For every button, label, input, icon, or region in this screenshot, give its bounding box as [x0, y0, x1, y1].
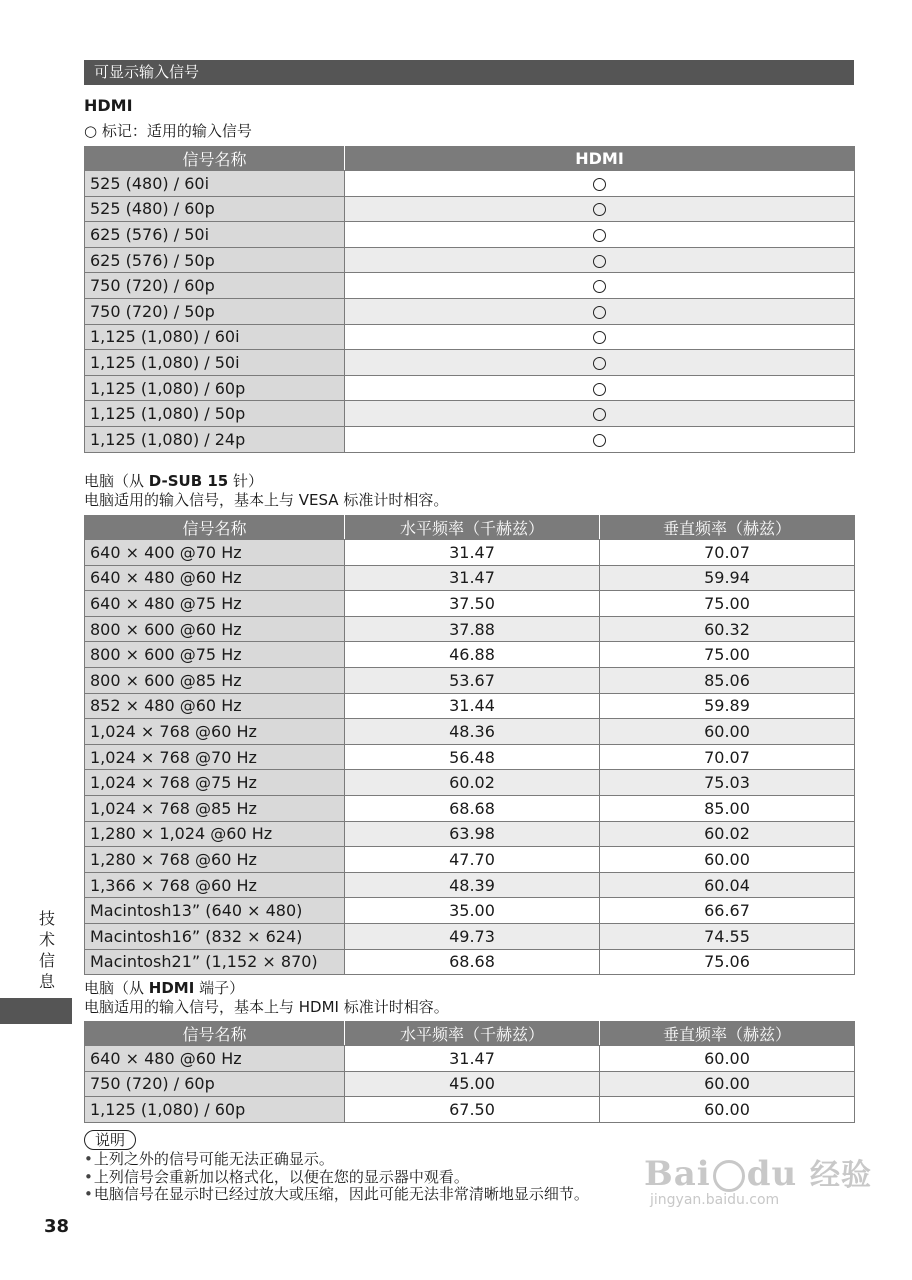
table-row — [85, 350, 855, 376]
table-row — [85, 1097, 855, 1123]
page-number: 38 — [44, 1216, 70, 1237]
table-row — [85, 744, 855, 770]
note-text: 上列信号会重新加以格式化，以便在您的显示器中观看。 — [93, 1167, 469, 1186]
vertical-freq-cell: 60.00 — [600, 1046, 855, 1072]
table-row — [85, 171, 855, 197]
signal-name-cell: 1,125 (1,080) / 60i — [85, 324, 345, 350]
col-header-horizontal-freq: 水平频率（千赫兹） — [345, 1022, 600, 1046]
hdmi-support-cell — [345, 298, 855, 324]
pc-hdmi-heading-suffix: 端子） — [194, 979, 245, 997]
vertical-freq-cell: 60.32 — [600, 616, 855, 642]
hdmi-support-cell — [345, 273, 855, 299]
pc-dsub-signal-table — [84, 515, 855, 975]
signal-name-cell: 1,125 (1,080) / 50i — [85, 350, 345, 376]
note-item: •上列之外的信号可能无法正确显示。 — [84, 1150, 334, 1168]
pc-hdmi-heading-bold: HDMI — [148, 979, 195, 997]
circle-mark-icon — [593, 178, 606, 191]
hdmi-support-cell — [345, 171, 855, 197]
table-row — [85, 273, 855, 299]
table-row — [85, 949, 855, 975]
vertical-freq-cell: 70.07 — [600, 540, 855, 566]
vertical-freq-cell: 75.00 — [600, 642, 855, 668]
horizontal-freq-cell: 35.00 — [345, 898, 600, 924]
watermark-brand-left: Bai — [644, 1154, 711, 1194]
pc-hdmi-heading — [84, 979, 244, 997]
note-item: •电脑信号在显示时已经过放大或压缩，因此可能无法非常清晰地显示细节。 — [84, 1185, 589, 1203]
horizontal-freq-cell: 31.44 — [345, 693, 600, 719]
table-row — [85, 616, 855, 642]
hdmi-support-cell — [345, 426, 855, 452]
signal-name-cell: 525 (480) / 60i — [85, 171, 345, 197]
note-item: •上列信号会重新加以格式化，以便在您的显示器中观看。 — [84, 1167, 469, 1186]
notes-list — [84, 1151, 589, 1204]
vertical-freq-cell: 74.55 — [600, 923, 855, 949]
table-row — [85, 872, 855, 898]
signal-name-cell: 1,024 × 768 @70 Hz — [85, 744, 345, 770]
signal-name-cell: 625 (576) / 50i — [85, 222, 345, 248]
col-header-signal-name: 信号名称 — [85, 1022, 345, 1046]
signal-name-cell: 1,125 (1,080) / 60p — [85, 375, 345, 401]
horizontal-freq-cell: 31.47 — [345, 540, 600, 566]
table-row — [85, 375, 855, 401]
col-header-horizontal-freq: 水平频率（千赫兹） — [345, 516, 600, 540]
col-header-signal-name: 信号名称 — [85, 516, 345, 540]
vertical-freq-cell: 60.00 — [600, 719, 855, 745]
circle-mark-icon — [593, 255, 606, 268]
side-tab-char: 信 — [38, 951, 55, 970]
vertical-freq-cell: 60.04 — [600, 872, 855, 898]
horizontal-freq-cell: 68.68 — [345, 795, 600, 821]
hdmi-signal-table — [84, 146, 855, 453]
vertical-freq-cell: 60.02 — [600, 821, 855, 847]
table-row — [85, 642, 855, 668]
vertical-freq-cell: 60.00 — [600, 1097, 855, 1123]
signal-name-cell: 640 × 400 @70 Hz — [85, 540, 345, 566]
hdmi-legend: ○ 标记：适用的输入信号 — [84, 122, 252, 140]
circle-mark-icon — [593, 229, 606, 242]
hdmi-support-cell — [345, 350, 855, 376]
horizontal-freq-cell: 63.98 — [345, 821, 600, 847]
table-row — [85, 847, 855, 873]
watermark-brand-right: du — [746, 1154, 798, 1194]
vertical-freq-cell: 85.00 — [600, 795, 855, 821]
signal-name-cell: 640 × 480 @75 Hz — [85, 591, 345, 617]
vertical-freq-cell: 59.89 — [600, 693, 855, 719]
vertical-freq-cell: 75.03 — [600, 770, 855, 796]
circle-mark-icon — [593, 306, 606, 319]
signal-name-cell: Macintosh16” (832 × 624) — [85, 923, 345, 949]
table-row — [85, 719, 855, 745]
vertical-freq-cell: 85.06 — [600, 667, 855, 693]
signal-name-cell: 1,125 (1,080) / 60p — [85, 1097, 345, 1123]
circle-mark-icon — [593, 408, 606, 421]
signal-name-cell: 800 × 600 @60 Hz — [85, 616, 345, 642]
table-row — [85, 222, 855, 248]
hdmi-support-cell — [345, 247, 855, 273]
table-row — [85, 821, 855, 847]
table-row — [85, 540, 855, 566]
col-header-vertical-freq: 垂直频率（赫兹） — [600, 1022, 855, 1046]
horizontal-freq-cell: 53.67 — [345, 667, 600, 693]
circle-mark-icon — [593, 383, 606, 396]
signal-name-cell: 750 (720) / 60p — [85, 1071, 345, 1097]
hdmi-support-cell — [345, 222, 855, 248]
pc-dsub-heading — [84, 472, 263, 490]
pc-hdmi-heading-prefix: 电脑（从 — [84, 979, 149, 997]
side-tab-label — [36, 908, 58, 992]
horizontal-freq-cell: 37.50 — [345, 591, 600, 617]
vertical-freq-cell: 60.00 — [600, 1071, 855, 1097]
hdmi-support-cell — [345, 401, 855, 427]
hdmi-support-cell — [345, 375, 855, 401]
vertical-freq-cell: 66.67 — [600, 898, 855, 924]
table-row — [85, 298, 855, 324]
watermark-brand-cn: 经验 — [810, 1158, 873, 1193]
hdmi-support-cell — [345, 196, 855, 222]
signal-name-cell: 1,024 × 768 @60 Hz — [85, 719, 345, 745]
pc-hdmi-signal-table — [84, 1021, 855, 1123]
pc-hdmi-description: 电脑适用的输入信号，基本上与 HDMI 标准计时相容。 — [84, 998, 449, 1016]
pc-dsub-description: 电脑适用的输入信号，基本上与 VESA 标准计时相容。 — [84, 491, 449, 509]
side-tab-char: 息 — [38, 972, 55, 991]
col-header-hdmi: HDMI — [345, 147, 855, 171]
signal-name-cell: 640 × 480 @60 Hz — [85, 565, 345, 591]
signal-name-cell: 1,024 × 768 @75 Hz — [85, 770, 345, 796]
signal-name-cell: 852 × 480 @60 Hz — [85, 693, 345, 719]
table-row — [85, 693, 855, 719]
signal-name-cell: 1,125 (1,080) / 24p — [85, 426, 345, 452]
horizontal-freq-cell: 48.36 — [345, 719, 600, 745]
hdmi-heading: HDMI — [84, 96, 133, 115]
vertical-freq-cell: 75.00 — [600, 591, 855, 617]
signal-name-cell: Macintosh21” (1,152 × 870) — [85, 949, 345, 975]
signal-name-cell: 1,280 × 1,024 @60 Hz — [85, 821, 345, 847]
horizontal-freq-cell: 49.73 — [345, 923, 600, 949]
horizontal-freq-cell: 67.50 — [345, 1097, 600, 1123]
signal-name-cell: 800 × 600 @75 Hz — [85, 642, 345, 668]
table-row — [85, 591, 855, 617]
circle-mark-icon — [593, 203, 606, 216]
table-row — [85, 923, 855, 949]
signal-name-cell: Macintosh13” (640 × 480) — [85, 898, 345, 924]
table-row — [85, 898, 855, 924]
horizontal-freq-cell: 45.00 — [345, 1071, 600, 1097]
signal-name-cell: 640 × 480 @60 Hz — [85, 1046, 345, 1072]
col-header-signal-name: 信号名称 — [85, 147, 345, 171]
signal-name-cell: 1,024 × 768 @85 Hz — [85, 795, 345, 821]
hdmi-support-cell — [345, 324, 855, 350]
pc-dsub-heading-bold: D-SUB 15 — [148, 472, 229, 490]
table-row — [85, 401, 855, 427]
signal-name-cell: 625 (576) / 50p — [85, 247, 345, 273]
signal-name-cell: 1,280 × 768 @60 Hz — [85, 847, 345, 873]
side-tab-char: 技 — [38, 909, 55, 928]
side-tab-char: 术 — [38, 930, 55, 949]
watermark-url: jingyan.baidu.com — [650, 1192, 780, 1208]
table-row — [85, 1046, 855, 1072]
pc-dsub-heading-prefix: 电脑（从 — [84, 472, 149, 490]
table-row — [85, 565, 855, 591]
horizontal-freq-cell: 31.47 — [345, 1046, 600, 1072]
signal-name-cell: 750 (720) / 50p — [85, 298, 345, 324]
vertical-freq-cell: 70.07 — [600, 744, 855, 770]
notes-label: 说明 — [84, 1130, 136, 1150]
baidu-watermark — [644, 1150, 872, 1208]
vertical-freq-cell: 59.94 — [600, 565, 855, 591]
side-tab-bar — [0, 998, 72, 1024]
circle-mark-icon — [593, 434, 606, 447]
horizontal-freq-cell: 68.68 — [345, 949, 600, 975]
vertical-freq-cell: 60.00 — [600, 847, 855, 873]
note-text: 电脑信号在显示时已经过放大或压缩，因此可能无法非常清晰地显示细节。 — [93, 1185, 589, 1203]
table-row — [85, 770, 855, 796]
paw-icon — [713, 1160, 745, 1192]
signal-name-cell: 525 (480) / 60p — [85, 196, 345, 222]
pc-dsub-heading-suffix: 针） — [228, 472, 264, 490]
horizontal-freq-cell: 56.48 — [345, 744, 600, 770]
horizontal-freq-cell: 37.88 — [345, 616, 600, 642]
table-row — [85, 667, 855, 693]
col-header-vertical-freq: 垂直频率（赫兹） — [600, 516, 855, 540]
circle-mark-icon — [593, 280, 606, 293]
signal-name-cell: 1,125 (1,080) / 50p — [85, 401, 345, 427]
horizontal-freq-cell: 48.39 — [345, 872, 600, 898]
horizontal-freq-cell: 47.70 — [345, 847, 600, 873]
table-row — [85, 426, 855, 452]
horizontal-freq-cell: 31.47 — [345, 565, 600, 591]
table-row — [85, 196, 855, 222]
note-text: 上列之外的信号可能无法正确显示。 — [93, 1150, 334, 1168]
horizontal-freq-cell: 60.02 — [345, 770, 600, 796]
table-row — [85, 247, 855, 273]
signal-name-cell: 800 × 600 @85 Hz — [85, 667, 345, 693]
section-title-bar: 可显示输入信号 — [84, 60, 854, 85]
table-row — [85, 795, 855, 821]
signal-name-cell: 750 (720) / 60p — [85, 273, 345, 299]
table-row — [85, 324, 855, 350]
table-row — [85, 1071, 855, 1097]
circle-mark-icon — [593, 331, 606, 344]
circle-mark-icon — [593, 357, 606, 370]
signal-name-cell: 1,366 × 768 @60 Hz — [85, 872, 345, 898]
horizontal-freq-cell: 46.88 — [345, 642, 600, 668]
vertical-freq-cell: 75.06 — [600, 949, 855, 975]
